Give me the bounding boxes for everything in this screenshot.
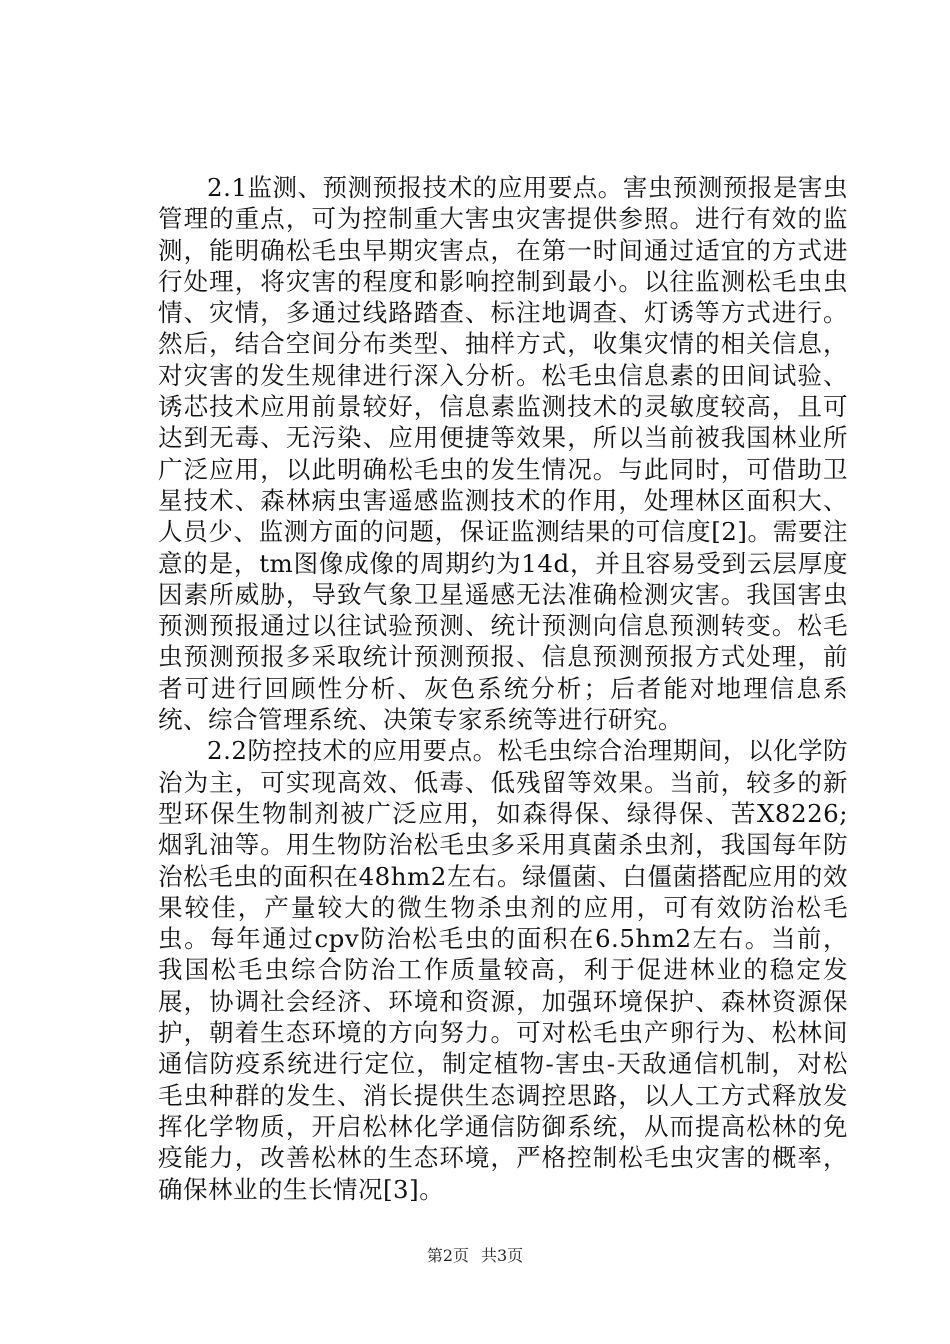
- paragraph-2-1: 2.1监测、预测预报技术的应用要点。害虫预测预报是害虫管理的重点，可为控制重大害虫灾害提供参照。进行有效的监测，能明确松毛虫早期灾害点，在第一时间通过适宜的方式进行处理，将灾害的程度和影响控制到最小。以往监测松毛虫虫情、灾情，多通过线路踏查、标注地调查、灯诱等方式进行。然后，结合空间分布类型、抽样方式，收集灾情的相关信息，对灾害的发生规律进行深入分析。松毛虫信息素的田间试验、诱芯技术应用前景较好，信息素监测技术的灵敏度较高，且可达到无毒、无污染、应用便捷等效果，所以当前被我国林业所广泛应用，以此明确松毛虫的发生情况。与此同时，可借助卫星技术、森林病虫害遥感监测技术的作用，处理林区面积大、人员少、监测方面的问题，保证监测结果的可信度[2]。需要注意的是，tm图像成像的周期约为14d，并且容易受到云层厚度因素所威胁，导致气象卫星遥感无法准确检测灾害。我国害虫预测预报通过以往试验预测、统计预测向信息预测转变。松毛虫预测预报多采取统计预测预报、信息预测预报方式处理，前者可进行回顾性分析、灰色系统分析；后者能对地理信息系统、综合管理系统、决策专家系统等进行研究。: [158, 173, 848, 735]
- document-body: [158, 172, 848, 1205]
- page-footer: [0, 1246, 950, 1266]
- page-number: 第2页: [426, 1246, 469, 1265]
- paragraph-2-2: 2.2防控技术的应用要点。松毛虫综合治理期间，以化学防治为主，可实现高效、低毒、低残留等效果。当前，较多的新型环保生物制剂被广泛应用，如森得保、绿得保、苦X8226;烟乳油等。用生物防治松毛虫多采用真菌杀虫剂，我国每年防治松毛虫的面积在48hm2左右。绿僵菌、白僵菌搭配应用的效果较佳，产量较大的微生物杀虫剂的应用，可有效防治松毛虫。每年通过cpv防治松毛虫的面积在6.5hm2左右。当前，我国松毛虫综合防治工作质量较高，利于促进林业的稳定发展，协调社会经济、环境和资源，加强环境保护、森林资源保护，朝着生态环境的方向努力。可对松毛虫产卵行为、松林间通信防疫系统进行定位，制定植物-害虫-天敌通信机制，对松毛虫种群的发生、消长提供生态调控思路，以人工方式释放发挥化学物质，开启松林化学通信防御系统，从而提高松林的免疫能力，改善松林的生态环境，严格控制松毛虫灾害的概率，确保林业的生长情况[3]。: [158, 736, 848, 1204]
- page-total: 共3页: [481, 1246, 524, 1265]
